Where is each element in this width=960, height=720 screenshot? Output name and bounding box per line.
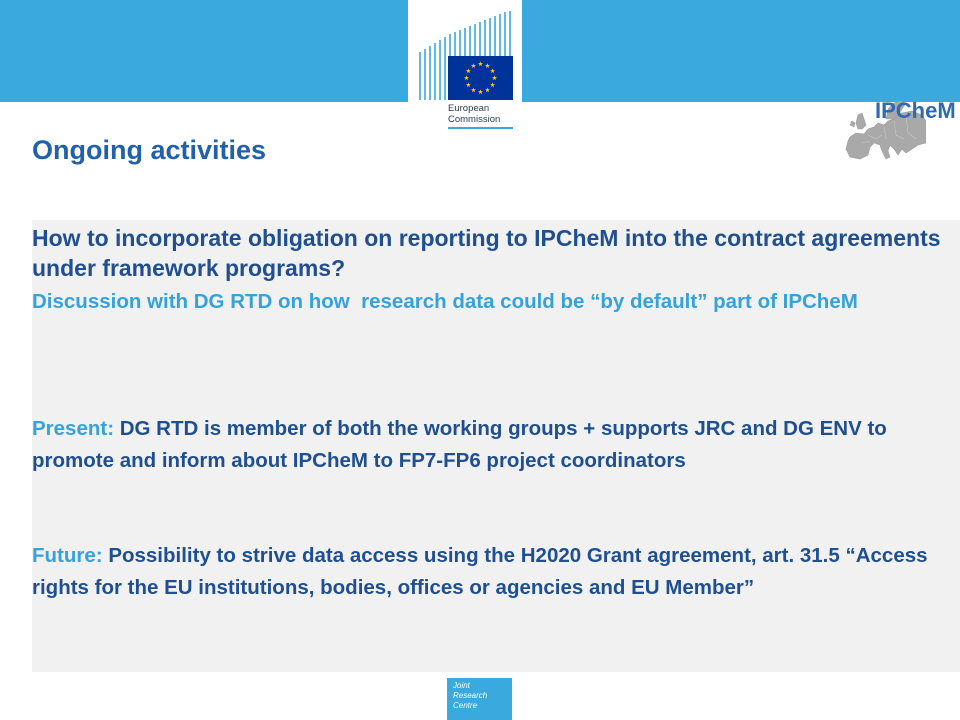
jrc-logo-text-joint: Joint: [453, 681, 470, 690]
ipchem-logo-text: IPCheM: [875, 98, 956, 123]
future-line-2: rights for the EU institutions, bodies, offices or agencies and EU Member”: [32, 576, 755, 599]
present-section: [32, 413, 887, 477]
present-label: Present:: [32, 417, 115, 440]
discussion-text: Discussion with DG RTD on how research data could be “by default” part of IPCheM: [32, 290, 858, 313]
ec-logo-text-commission: Commission: [448, 114, 501, 125]
future-line-1: [32, 540, 928, 572]
slide-title: Ongoing activities: [32, 135, 267, 165]
question-line-2: under framework programs?: [32, 255, 346, 281]
future-text-1: Possibility to strive data access using the H2020 Grant agreement, art. 31.5 “Access: [108, 544, 928, 567]
present-line-1: [32, 413, 887, 445]
present-text-1: DG RTD is member of both the working groups + supports JRC and DG ENV to: [119, 417, 887, 440]
future-label: Future:: [32, 544, 103, 567]
question-line-1: How to incorporate obligation on reporting to IPCheM into the contract agreements: [32, 225, 941, 251]
jrc-logo: [447, 678, 512, 720]
future-section: [32, 540, 928, 604]
question-text: [32, 223, 941, 283]
jrc-logo-text-research: Research: [453, 691, 488, 700]
european-commission-logo: [408, 0, 522, 132]
ipchem-logo: [842, 98, 958, 164]
ec-logo-text-european: European: [448, 103, 490, 114]
jrc-logo-text-centre: Centre: [453, 701, 478, 710]
ec-logo-underline: [448, 127, 513, 129]
present-line-2: promote and inform about IPCheM to FP7-FP6 project coordinators: [32, 449, 686, 472]
